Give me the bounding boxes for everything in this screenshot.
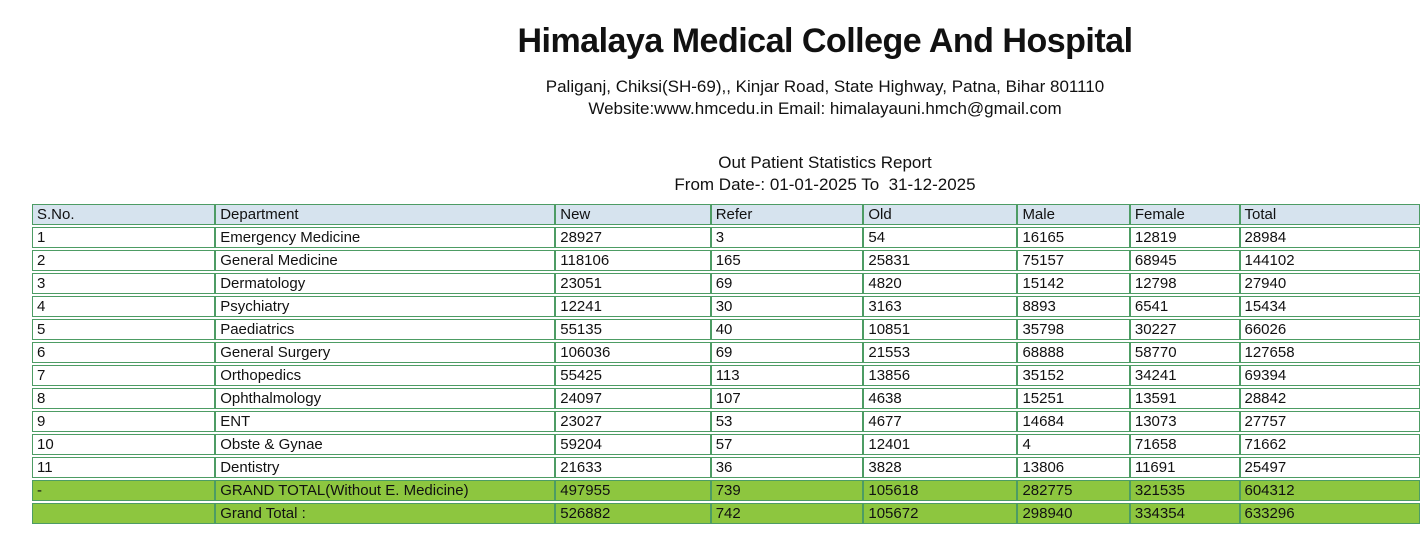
cell-sno: - (32, 480, 215, 501)
cell-new: 118106 (555, 250, 710, 271)
cell-male: 8893 (1017, 296, 1129, 317)
cell-refer: 30 (711, 296, 864, 317)
cell-department: Grand Total : (215, 503, 555, 524)
cell-total: 69394 (1240, 365, 1421, 386)
cell-sno: 11 (32, 457, 215, 478)
cell-old: 10851 (863, 319, 1017, 340)
table-row (32, 365, 1420, 386)
column-header-new: New (555, 204, 710, 225)
cell-male: 15251 (1017, 388, 1129, 409)
column-header-old: Old (863, 204, 1017, 225)
cell-department: Paediatrics (215, 319, 555, 340)
cell-refer: 57 (711, 434, 864, 455)
cell-total: 144102 (1240, 250, 1421, 271)
cell-total: 127658 (1240, 342, 1421, 363)
report-date-range: From Date-: 01-01-2025 To 31-12-2025 (674, 174, 976, 194)
table-header-row (32, 204, 1420, 225)
grand-total-row (32, 480, 1420, 501)
letterhead (0, 0, 1426, 120)
cell-new: 23051 (555, 273, 710, 294)
statistics-table (32, 202, 1420, 526)
hospital-name: Himalaya Medical College And Hospital (517, 22, 1133, 60)
report-title: Out Patient Statistics Report (718, 152, 932, 172)
cell-sno: 9 (32, 411, 215, 432)
cell-sno: 7 (32, 365, 215, 386)
hospital-contact: Website:www.hmcedu.in Email: himalayauni.hmch@gmail.com (588, 98, 1062, 118)
cell-sno: 5 (32, 319, 215, 340)
cell-old: 4677 (863, 411, 1017, 432)
cell-sno: 1 (32, 227, 215, 248)
cell-female: 13073 (1130, 411, 1240, 432)
report-header (0, 152, 1426, 196)
cell-male: 35152 (1017, 365, 1129, 386)
cell-old: 4638 (863, 388, 1017, 409)
cell-total: 28842 (1240, 388, 1421, 409)
cell-department: ENT (215, 411, 555, 432)
cell-female: 71658 (1130, 434, 1240, 455)
cell-new: 497955 (555, 480, 710, 501)
table-row (32, 227, 1420, 248)
column-header-refer: Refer (711, 204, 864, 225)
cell-female: 12819 (1130, 227, 1240, 248)
cell-total: 604312 (1240, 480, 1421, 501)
cell-female: 334354 (1130, 503, 1240, 524)
table-row (32, 388, 1420, 409)
cell-old: 105618 (863, 480, 1017, 501)
cell-female: 58770 (1130, 342, 1240, 363)
column-header-sno: S.No. (32, 204, 215, 225)
cell-male: 75157 (1017, 250, 1129, 271)
cell-male: 282775 (1017, 480, 1129, 501)
cell-male: 15142 (1017, 273, 1129, 294)
cell-male: 13806 (1017, 457, 1129, 478)
cell-refer: 3 (711, 227, 864, 248)
cell-refer: 69 (711, 342, 864, 363)
cell-male: 68888 (1017, 342, 1129, 363)
cell-female: 30227 (1130, 319, 1240, 340)
table-row (32, 342, 1420, 363)
cell-female: 13591 (1130, 388, 1240, 409)
cell-old: 3828 (863, 457, 1017, 478)
cell-new: 59204 (555, 434, 710, 455)
cell-refer: 113 (711, 365, 864, 386)
cell-male: 14684 (1017, 411, 1129, 432)
table-row (32, 434, 1420, 455)
cell-sno: 3 (32, 273, 215, 294)
cell-department: General Medicine (215, 250, 555, 271)
cell-sno: 8 (32, 388, 215, 409)
cell-male: 4 (1017, 434, 1129, 455)
cell-department: Orthopedics (215, 365, 555, 386)
cell-sno: 6 (32, 342, 215, 363)
cell-department: GRAND TOTAL(Without E. Medicine) (215, 480, 555, 501)
cell-department: Emergency Medicine (215, 227, 555, 248)
cell-total: 71662 (1240, 434, 1421, 455)
cell-female: 321535 (1130, 480, 1240, 501)
column-header-department: Department (215, 204, 555, 225)
cell-sno: 2 (32, 250, 215, 271)
table-row (32, 250, 1420, 271)
cell-total: 28984 (1240, 227, 1421, 248)
table-row (32, 411, 1420, 432)
cell-old: 54 (863, 227, 1017, 248)
table-row (32, 296, 1420, 317)
cell-new: 526882 (555, 503, 710, 524)
cell-sno (32, 503, 215, 524)
cell-department: Obste & Gynae (215, 434, 555, 455)
column-header-total: Total (1240, 204, 1421, 225)
hospital-address: Paliganj, Chiksi(SH-69),, Kinjar Road, State Highway, Patna, Bihar 801110 (545, 76, 1105, 96)
cell-new: 21633 (555, 457, 710, 478)
cell-old: 12401 (863, 434, 1017, 455)
cell-department: Psychiatry (215, 296, 555, 317)
table-row (32, 457, 1420, 478)
cell-refer: 69 (711, 273, 864, 294)
cell-new: 23027 (555, 411, 710, 432)
cell-new: 106036 (555, 342, 710, 363)
table-row (32, 319, 1420, 340)
cell-old: 13856 (863, 365, 1017, 386)
cell-refer: 36 (711, 457, 864, 478)
cell-sno: 4 (32, 296, 215, 317)
cell-new: 24097 (555, 388, 710, 409)
cell-male: 298940 (1017, 503, 1129, 524)
cell-department: Dermatology (215, 273, 555, 294)
cell-new: 55135 (555, 319, 710, 340)
cell-new: 28927 (555, 227, 710, 248)
cell-old: 3163 (863, 296, 1017, 317)
cell-refer: 739 (711, 480, 864, 501)
cell-old: 105672 (863, 503, 1017, 524)
cell-female: 68945 (1130, 250, 1240, 271)
cell-refer: 107 (711, 388, 864, 409)
cell-department: General Surgery (215, 342, 555, 363)
cell-female: 6541 (1130, 296, 1240, 317)
cell-total: 15434 (1240, 296, 1421, 317)
cell-total: 25497 (1240, 457, 1421, 478)
cell-new: 12241 (555, 296, 710, 317)
cell-female: 11691 (1130, 457, 1240, 478)
cell-refer: 40 (711, 319, 864, 340)
cell-old: 25831 (863, 250, 1017, 271)
table-row (32, 273, 1420, 294)
cell-old: 4820 (863, 273, 1017, 294)
grand-total-row (32, 503, 1420, 524)
cell-female: 12798 (1130, 273, 1240, 294)
cell-new: 55425 (555, 365, 710, 386)
cell-refer: 165 (711, 250, 864, 271)
cell-total: 27757 (1240, 411, 1421, 432)
cell-old: 21553 (863, 342, 1017, 363)
cell-department: Dentistry (215, 457, 555, 478)
cell-sno: 10 (32, 434, 215, 455)
cell-total: 66026 (1240, 319, 1421, 340)
cell-refer: 742 (711, 503, 864, 524)
column-header-male: Male (1017, 204, 1129, 225)
cell-department: Ophthalmology (215, 388, 555, 409)
cell-total: 27940 (1240, 273, 1421, 294)
cell-female: 34241 (1130, 365, 1240, 386)
cell-total: 633296 (1240, 503, 1421, 524)
column-header-female: Female (1130, 204, 1240, 225)
cell-male: 16165 (1017, 227, 1129, 248)
cell-male: 35798 (1017, 319, 1129, 340)
cell-refer: 53 (711, 411, 864, 432)
